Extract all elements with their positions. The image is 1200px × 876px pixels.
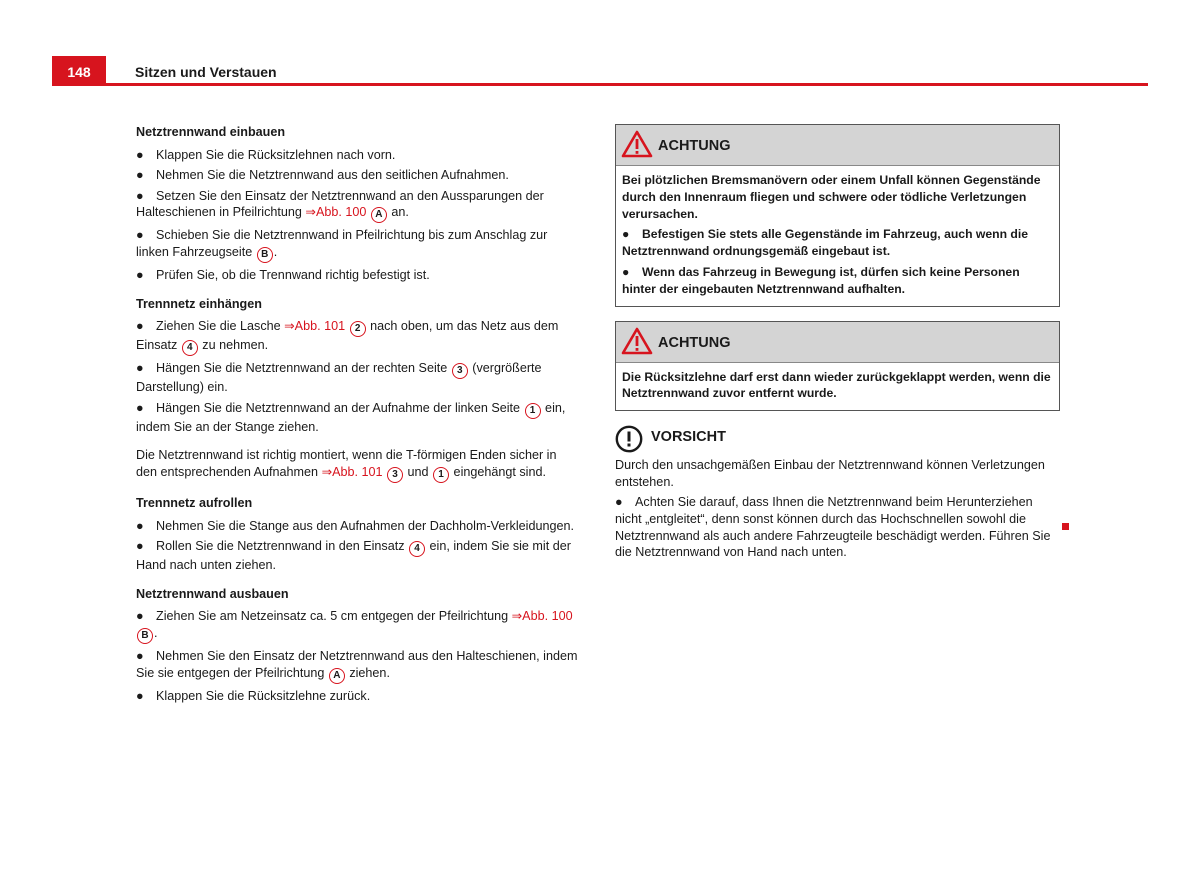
bullet-icon: ● bbox=[136, 688, 144, 703]
figure-link[interactable]: ⇒Abb. 101 bbox=[321, 464, 383, 479]
list-item: ● Hängen Sie die Netztrennwand an der Aufnahme der linken Seite 1 ein, indem Sie an der Stange ziehen. bbox=[136, 400, 566, 434]
callout-marker: 4 bbox=[182, 340, 198, 356]
list-item: ● Nehmen Sie die Netztrennwand aus den seitlichen Aufnahmen. bbox=[136, 168, 509, 183]
paragraph: Die Rücksitzlehne darf erst dann wieder zurückgeklappt werden, wenn die Netztrennwand zuvor entfernt wurde. bbox=[622, 369, 1051, 401]
warning-header bbox=[616, 322, 1059, 363]
section-install bbox=[136, 124, 580, 284]
figure-link[interactable]: ⇒Abb. 100 bbox=[305, 205, 367, 220]
bullet-icon: ● bbox=[136, 168, 144, 183]
list-item: ● Ziehen Sie die Lasche ⇒Abb. 101 2 nach oben, um das Netz aus dem Einsatz 4 zu nehmen. bbox=[136, 318, 580, 356]
bullet-icon: ● bbox=[622, 264, 630, 279]
paragraph: Die Netztrennwand ist richtig montiert, wenn die T-förmigen Enden sicher in den entsprechenden Aufnahmen ⇒Abb. 101 3 und 1 eingehängt sind. bbox=[136, 447, 580, 483]
callout-marker: A bbox=[329, 668, 345, 684]
end-square-icon bbox=[1062, 523, 1069, 530]
bullet-icon: ● bbox=[136, 609, 144, 624]
chapter-title: Sitzen und Verstauen bbox=[135, 64, 277, 80]
bullet-icon: ● bbox=[622, 227, 630, 242]
page-header bbox=[52, 56, 1148, 86]
figure-link[interactable]: ⇒Abb. 101 bbox=[284, 319, 346, 334]
section-title: Trennnetz aufrollen bbox=[136, 495, 253, 510]
section-title: Trennnetz einhängen bbox=[136, 296, 262, 311]
header-rule bbox=[52, 83, 1148, 86]
callout-marker: B bbox=[257, 247, 273, 263]
warning-body bbox=[616, 363, 1059, 411]
warning-box bbox=[615, 124, 1060, 307]
warning-title: ACHTUNG bbox=[658, 138, 731, 154]
callout-marker: B bbox=[137, 628, 153, 644]
figure-link[interactable]: ⇒Abb. 100 bbox=[511, 609, 573, 624]
caution-body bbox=[615, 457, 1060, 561]
callout-marker: 1 bbox=[525, 403, 541, 419]
bullet-icon: ● bbox=[136, 267, 144, 282]
callout-marker: 3 bbox=[387, 467, 403, 483]
list-item: ● Setzen Sie den Einsatz der Netztrennwand an den Aussparungen der Halteschienen in Pfeilrichtung ⇒Abb. 100 A an. bbox=[136, 188, 580, 224]
list-item: ● Schieben Sie die Netztrennwand in Pfeilrichtung bis zum Anschlag zur linken Fahrzeugseite B . bbox=[136, 227, 580, 263]
list-item: ● Nehmen Sie die Stange aus den Aufnahmen der Dachholm-Verkleidungen. bbox=[136, 518, 574, 533]
bullet-icon: ● bbox=[136, 648, 144, 663]
bullet-icon: ● bbox=[615, 495, 623, 510]
caution-title: VORSICHT bbox=[651, 429, 726, 446]
list-item: ● Hängen Sie die Netztrennwand an der rechten Seite 3 (vergrößerte Darstellung) ein. bbox=[136, 361, 542, 395]
list-item: ● Befestigen Sie stets alle Gegenstände im Fahrzeug, auch wenn die Netztrennwand ordnungsgemäß eingebaut ist. bbox=[622, 227, 1029, 259]
caution-header bbox=[615, 425, 1060, 457]
exclamation-circle-icon bbox=[615, 425, 643, 453]
list-item: ● Nehmen Sie den Einsatz der Netztrennwand aus den Halteschienen, indem Sie sie entgegen der Pfeilrichtung A ziehen. bbox=[136, 648, 580, 684]
list-item: ● Ziehen Sie am Netzeinsatz ca. 5 cm entgegen der Pfeilrichtung ⇒Abb. 100 B . bbox=[136, 608, 580, 644]
list-item: ● Rollen Sie die Netztrennwand in den Einsatz 4 ein, indem Sie sie mit der Hand nach unten ziehen. bbox=[136, 539, 571, 573]
callout-marker: 1 bbox=[433, 467, 449, 483]
list-item: ● Wenn das Fahrzeug in Bewegung ist, dürfen sich keine Personen hinter der eingebauten Netztrennwand aufhalten. bbox=[622, 264, 1020, 296]
section-title: Netztrennwand ausbauen bbox=[136, 586, 289, 601]
warning-box bbox=[615, 321, 1060, 412]
callout-marker: 3 bbox=[452, 363, 468, 379]
right-column bbox=[615, 124, 1060, 565]
bullet-icon: ● bbox=[136, 518, 144, 533]
section-hang-net bbox=[136, 296, 580, 483]
warning-header bbox=[616, 125, 1059, 166]
section-roll-net bbox=[136, 495, 580, 574]
callout-marker: A bbox=[371, 207, 387, 223]
list-item: ● Prüfen Sie, ob die Trennwand richtig befestigt ist. bbox=[136, 267, 430, 282]
left-column bbox=[136, 124, 580, 716]
list-item: ● Achten Sie darauf, dass Ihnen die Netztrennwand beim Herunterziehen nicht „entgleitet“, denn sonst können durch das Hochschnellen sowohl die Netztrennwand als auch andere Fahrzeugteile beschädigt werden. Führen Sie die Netztrennwand von Hand nach unten. bbox=[615, 495, 1051, 560]
page-number: 148 bbox=[52, 56, 106, 86]
bullet-icon: ● bbox=[136, 228, 144, 243]
warning-body bbox=[616, 166, 1059, 306]
bullet-icon: ● bbox=[136, 188, 144, 203]
paragraph: Bei plötzlichen Bremsmanövern oder einem Unfall können Gegenstände durch den Innenraum fliegen und schwere oder tödliche Verletzungen verursachen. bbox=[622, 173, 1041, 221]
section-title: Netztrennwand einbauen bbox=[136, 125, 286, 139]
warning-title: ACHTUNG bbox=[658, 334, 731, 351]
warning-triangle-icon bbox=[621, 130, 653, 158]
bullet-icon: ● bbox=[136, 539, 144, 554]
bullet-icon: ● bbox=[136, 319, 144, 334]
callout-marker: 4 bbox=[409, 541, 425, 557]
list-item: ● Klappen Sie die Rücksitzlehnen nach vorn. bbox=[136, 147, 396, 162]
bullet-icon: ● bbox=[136, 147, 144, 162]
callout-marker: 2 bbox=[350, 321, 366, 337]
caution-block bbox=[615, 425, 1060, 561]
list-item: ● Klappen Sie die Rücksitzlehne zurück. bbox=[136, 688, 371, 703]
bullet-icon: ● bbox=[136, 400, 144, 415]
section-remove bbox=[136, 586, 580, 704]
bullet-icon: ● bbox=[136, 361, 144, 376]
warning-triangle-icon bbox=[621, 327, 653, 355]
paragraph: Durch den unsachgemäßen Einbau der Netztrennwand können Verletzungen entstehen. bbox=[615, 458, 1045, 489]
